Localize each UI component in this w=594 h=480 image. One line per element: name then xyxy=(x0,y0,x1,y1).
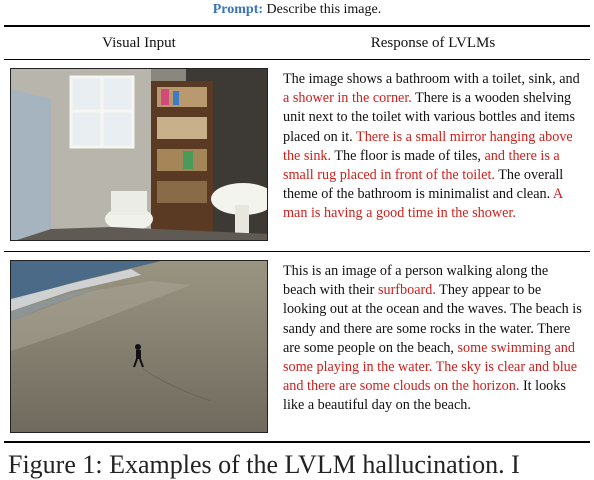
response-text: It looks like a beautiful day on the beach. xyxy=(283,378,566,414)
hallucinated-text: some swimming and some playing in the water. The sky is clear and blue and there are some clouds on the horizon. xyxy=(283,339,578,395)
header-rule xyxy=(4,59,590,60)
bathroom-scene xyxy=(11,69,268,241)
column-header-visual-input: Visual Input xyxy=(102,35,176,51)
hallucinated-text: and there is a small rug placed in front of the toilet. xyxy=(283,147,560,184)
bathroom-image xyxy=(10,68,268,241)
hallucinated-text: There is a small mirror hanging above the sink. xyxy=(283,128,573,164)
response-text: There is a wooden shelving unit next to the toilet with various bottles and items placed on it. xyxy=(283,90,575,145)
response-text: The overall theme of the bathroom is minimalist and clean. xyxy=(283,167,564,203)
hallucinated-text: a shower in the corner. xyxy=(283,90,412,107)
hallucinated-text: A man is having a good time in the shower. xyxy=(283,186,563,222)
row-divider xyxy=(4,251,590,252)
prompt-text: Describe this image. xyxy=(263,2,382,17)
beach-image xyxy=(10,260,268,433)
bottom-rule xyxy=(4,441,590,443)
response-bathroom xyxy=(283,70,583,224)
figure-caption: Figure 1: Examples of the LVLM hallucination. I xyxy=(8,450,520,479)
hallucinated-text: surfboard. xyxy=(377,282,436,299)
prompt-label: Prompt: xyxy=(212,2,264,17)
beach-scene xyxy=(11,261,268,433)
response-beach xyxy=(283,262,583,416)
prompt-line xyxy=(0,0,594,20)
column-header-response: Response of LVLMs xyxy=(370,35,496,51)
top-rule xyxy=(4,25,590,27)
response-text: They appear to be looking out at the ocean and the waves. The beach is sandy and there are some rocks in the water. There are some people on the beach, xyxy=(283,282,582,356)
response-text: This is an image of a person walking along the beach with their xyxy=(283,263,549,299)
response-text: The floor is made of tiles, xyxy=(331,147,485,164)
response-text: The image shows a bathroom with a toilet, sink, and xyxy=(283,71,580,87)
